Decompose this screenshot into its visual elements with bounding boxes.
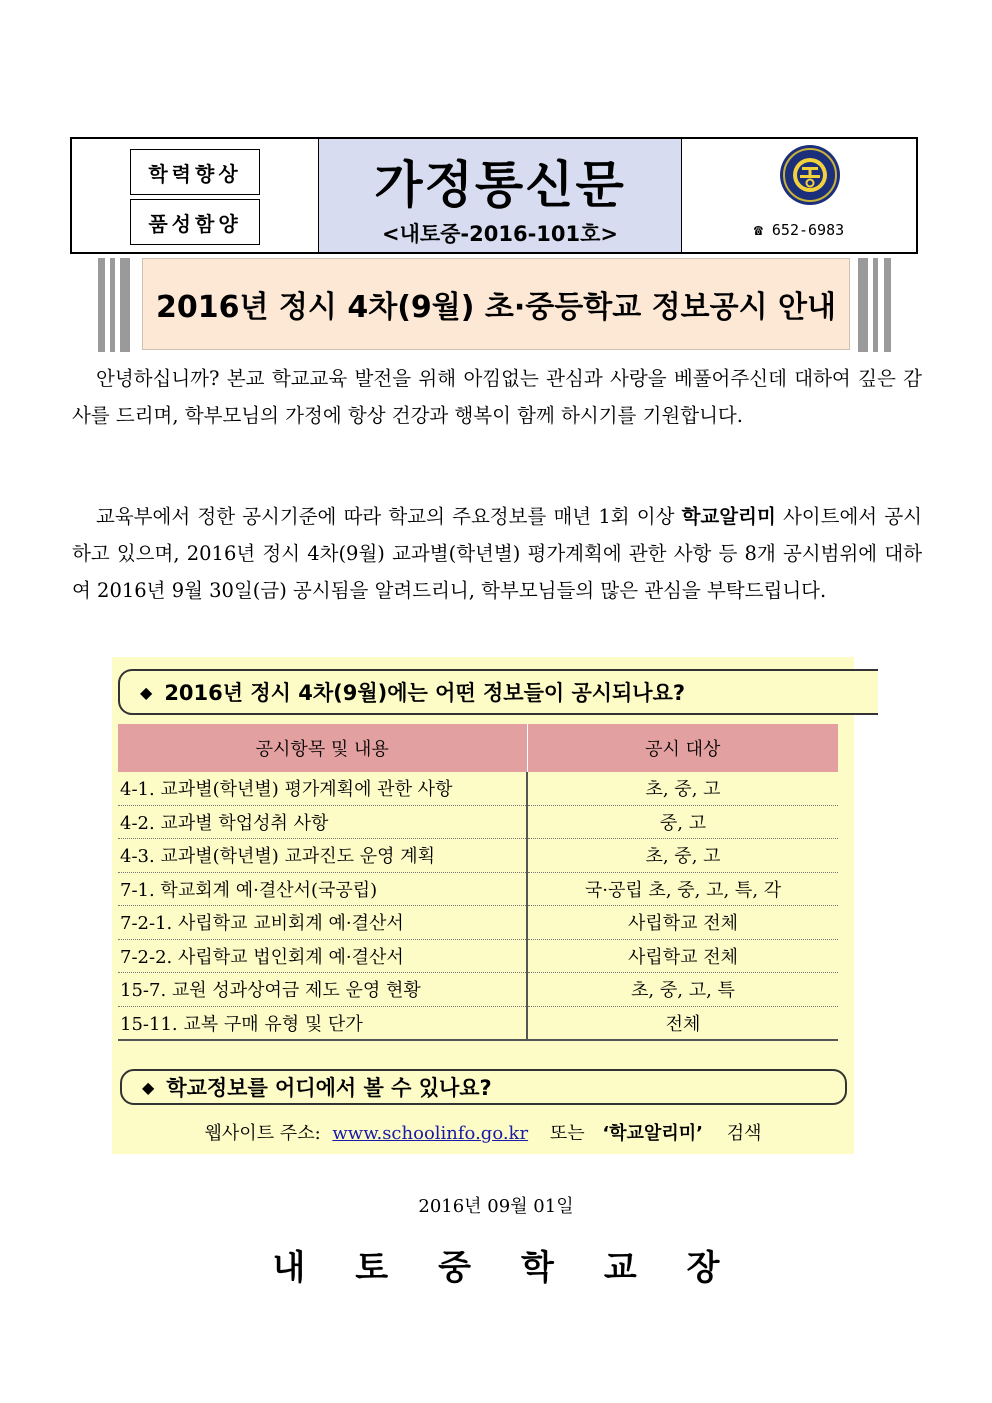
table-header-target: 공시 대상	[527, 724, 838, 772]
target-cell: 초, 중, 고	[527, 772, 838, 805]
greeting-paragraph: 안녕하십니까? 본교 학교교육 발전을 위해 아낌없는 관심과 사랑을 베풀어주신데 대하여 깊은 감사를 드리며, 학부모님의 가정에 항상 건강과 행복이 함께 하시기를 기원합니다.	[72, 367, 922, 427]
website-label: 웹사이트 주소:	[204, 1123, 321, 1144]
notice-title-banner: 2016년 정시 4차(9월) 초·중등학교 정보공시 안내	[142, 258, 850, 350]
notice-paragraph	[72, 498, 922, 609]
target-cell: 사립학교 전체	[527, 906, 838, 940]
item-cell: 4-2. 교과별 학업성취 사항	[118, 805, 527, 839]
website-line	[112, 1119, 854, 1145]
newsletter-header	[70, 137, 918, 254]
table-row	[118, 906, 838, 940]
website-search: 검색	[726, 1123, 762, 1144]
title-panel	[319, 139, 682, 252]
diamond-bullet-icon: ◆	[140, 682, 153, 702]
decorative-bar	[884, 258, 891, 352]
question-heading-2	[120, 1069, 847, 1105]
website-or: 또는	[549, 1123, 585, 1144]
table-row	[118, 872, 838, 906]
phone-number	[682, 221, 916, 239]
target-cell: 초, 중, 고, 특	[527, 973, 838, 1007]
item-cell: 7-2-2. 사립학교 법인회계 예·결산서	[118, 939, 527, 973]
table-row	[118, 1006, 838, 1040]
motto-box-2: 품성함양	[130, 199, 260, 245]
issue-date: 2016년 09월 01일	[418, 1196, 574, 1217]
website-link[interactable]: www.schoolinfo.go.kr	[332, 1123, 529, 1144]
item-cell: 7-2-1. 사립학교 교비회계 예·결산서	[118, 906, 527, 940]
school-emblem-icon	[778, 143, 842, 207]
school-info-keyword: 학교알리미	[681, 505, 776, 528]
decorative-bar	[858, 258, 868, 352]
table-row	[118, 939, 838, 973]
decorative-bar	[98, 258, 105, 352]
notice-text-2: 사이트에서 공시하고 있으며, 2016년 정시 4차(9월) 교과별(학년별) 평가계획에 관한 사항 등 8개 공시범위에 대하여 2016년 9월 30일(금) 공시됨을 알려드리니, 학부모님들의 많은 관심을 부탁드립니다.	[72, 505, 922, 602]
newsletter-title: 가정통신문	[374, 156, 626, 214]
table-row	[118, 772, 838, 805]
question-2-text: 학교정보를 어디에서 볼 수 있나요?	[166, 1076, 492, 1100]
target-cell: 전체	[527, 1006, 838, 1040]
item-cell: 15-7. 교원 성과상여금 제도 운영 현황	[118, 973, 527, 1007]
diamond-bullet-icon: ◆	[142, 1077, 155, 1097]
target-cell: 초, 중, 고	[527, 839, 838, 873]
item-cell: 15-11. 교복 구매 유형 및 단가	[118, 1006, 527, 1040]
target-cell: 사립학교 전체	[527, 939, 838, 973]
decorative-bar	[873, 258, 878, 352]
item-cell: 7-1. 학교회계 예·결산서(국공립)	[118, 872, 527, 906]
item-cell: 4-1. 교과별(학년별) 평가계획에 관한 사항	[118, 772, 527, 805]
target-cell: 국·공립 초, 중, 고, 특, 각	[527, 872, 838, 906]
website-keyword: ‘학교알리미’	[602, 1123, 703, 1144]
disclosure-info-box	[112, 657, 854, 1154]
table-row	[118, 839, 838, 873]
decorative-bar	[110, 258, 115, 352]
disclosure-table	[118, 724, 838, 1041]
question-1-text: 2016년 정시 4차(9월)에는 어떤 정보들이 공시되나요?	[164, 681, 686, 705]
table-row	[118, 973, 838, 1007]
notice-text-1: 교육부에서 정한 공시기준에 따라 학교의 주요정보를 매년 1회 이상	[96, 505, 682, 528]
phone-value: 652-6983	[771, 221, 845, 239]
table-row	[118, 805, 838, 839]
principal-signature: 내토중학교장	[272, 1248, 770, 1288]
issue-number: <내토중-2016-101호>	[381, 222, 619, 246]
item-cell: 4-3. 교과별(학년별) 교과진도 운영 계획	[118, 839, 527, 873]
table-header-item: 공시항목 및 내용	[118, 724, 527, 772]
phone-icon: ☎	[753, 221, 763, 239]
decorative-bar	[120, 258, 130, 352]
motto-panel	[72, 139, 319, 252]
target-cell: 중, 고	[527, 805, 838, 839]
question-heading-1	[118, 669, 878, 715]
contact-panel	[682, 139, 916, 252]
motto-box-1: 학력향상	[130, 149, 260, 195]
